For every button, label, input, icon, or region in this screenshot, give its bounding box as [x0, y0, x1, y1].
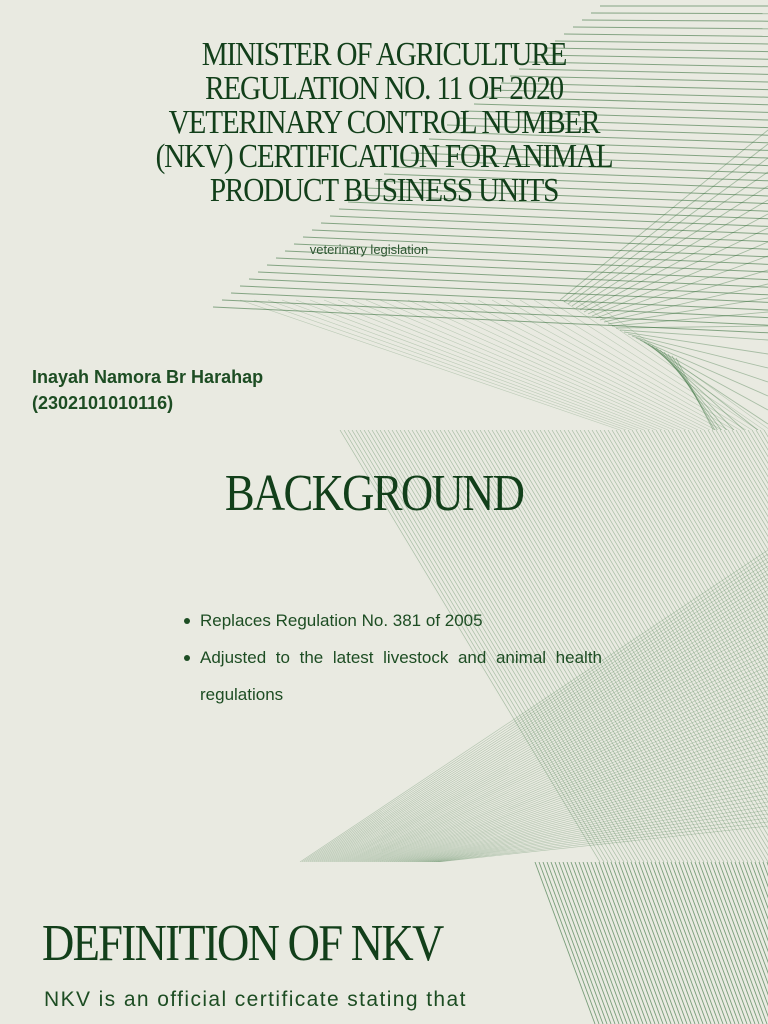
pattern-line [623, 862, 683, 1024]
pattern-line [564, 34, 768, 36]
pattern-line [695, 862, 755, 1024]
pattern-line [240, 300, 620, 430]
pattern-line [679, 862, 739, 1024]
pattern-line [595, 862, 655, 1024]
pattern-line [571, 862, 631, 1024]
bullet-dot-icon [184, 618, 190, 624]
pattern-line [563, 862, 623, 1024]
pattern-line [539, 862, 599, 1024]
title-line: REGULATION NO. 11 OF 2020 [205, 70, 563, 107]
author-name: Inayah Namora Br Harahap [32, 367, 264, 387]
pattern-line [675, 862, 735, 1024]
section-heading: DEFINITION OF NKV [42, 915, 443, 972]
pattern-line [699, 862, 759, 1024]
title-line: (NKV) CERTIFICATION FOR ANIMAL [155, 138, 613, 175]
page-title [114, 38, 654, 208]
pattern-line [672, 356, 768, 430]
section-heading: BACKGROUND [224, 465, 524, 522]
pattern-line [366, 300, 674, 430]
pattern-line [591, 862, 651, 1024]
pattern-line [330, 216, 768, 234]
pattern-line [603, 862, 663, 1024]
pattern-line [579, 862, 639, 1024]
pattern-line [631, 862, 691, 1024]
title-line: PRODUCT BUSINESS UNITS [209, 172, 559, 209]
pattern-line [231, 293, 768, 318]
pattern-line [683, 862, 743, 1024]
pattern-line [282, 300, 638, 430]
author-id: (2302101010116) [32, 393, 174, 413]
pattern-line [619, 862, 679, 1024]
pattern-line [551, 862, 611, 1024]
pattern-line [659, 862, 719, 1024]
title-slide [0, 0, 768, 430]
pattern-line [599, 862, 659, 1024]
background-slide [0, 430, 768, 862]
pattern-line [587, 862, 647, 1024]
pattern-line [547, 862, 607, 1024]
pattern-line [390, 730, 768, 862]
pattern-line [635, 862, 695, 1024]
pattern-line [744, 430, 768, 862]
pattern-line [559, 862, 619, 1024]
pattern-line [394, 738, 768, 862]
pattern-line [567, 862, 627, 1024]
pattern-line [627, 862, 687, 1024]
pattern-line [583, 862, 643, 1024]
pattern-line [543, 862, 603, 1024]
pattern-line [712, 430, 768, 862]
pattern-line [249, 279, 768, 302]
bullet-list [182, 602, 602, 713]
pattern-line [615, 862, 675, 1024]
pattern-line [422, 300, 698, 430]
pattern-line [632, 336, 768, 382]
pattern-line [711, 862, 768, 1024]
pattern-line [667, 862, 727, 1024]
list-item [182, 639, 602, 713]
pattern-line [687, 862, 747, 1024]
pattern-line [591, 13, 768, 14]
pattern-line [450, 300, 710, 430]
title-line: MINISTER OF AGRICULTURE [201, 36, 567, 73]
list-item [182, 602, 602, 639]
pattern-line [492, 300, 728, 430]
pattern-line [639, 862, 699, 1024]
pattern-line [576, 300, 764, 430]
pattern-line [655, 862, 715, 1024]
definition-slide [0, 862, 768, 1024]
pattern-line [707, 862, 767, 1024]
pattern-line [703, 862, 763, 1024]
pattern-line [339, 209, 768, 226]
title-line: VETERINARY CONTROL NUMBER [168, 104, 600, 141]
pattern-line [555, 862, 615, 1024]
pattern-line [663, 862, 723, 1024]
pattern-line [611, 862, 671, 1024]
bullet-dot-icon [184, 655, 190, 661]
pattern-line [378, 706, 768, 862]
pattern-line [520, 300, 740, 430]
pattern-line [691, 862, 751, 1024]
pattern-line [535, 862, 595, 1024]
definition-text: NKV is an official certificate stating that [44, 988, 467, 1011]
pattern-line [573, 27, 768, 29]
pattern-line [607, 862, 667, 1024]
subtitle: veterinary legislation [309, 242, 429, 257]
list-item-text: Replaces Regulation No. 381 of 2005 [200, 611, 483, 630]
pattern-line [643, 862, 703, 1024]
author-block [32, 364, 263, 416]
pattern-line [582, 20, 768, 21]
pattern-line [651, 862, 711, 1024]
pattern-line [436, 822, 768, 862]
pattern-line [575, 862, 635, 1024]
list-item-text: Adjusted to the latest livestock and animal health regulations [200, 648, 602, 704]
pattern-line [438, 826, 768, 862]
pattern-line [671, 862, 731, 1024]
pattern-line [647, 862, 707, 1024]
